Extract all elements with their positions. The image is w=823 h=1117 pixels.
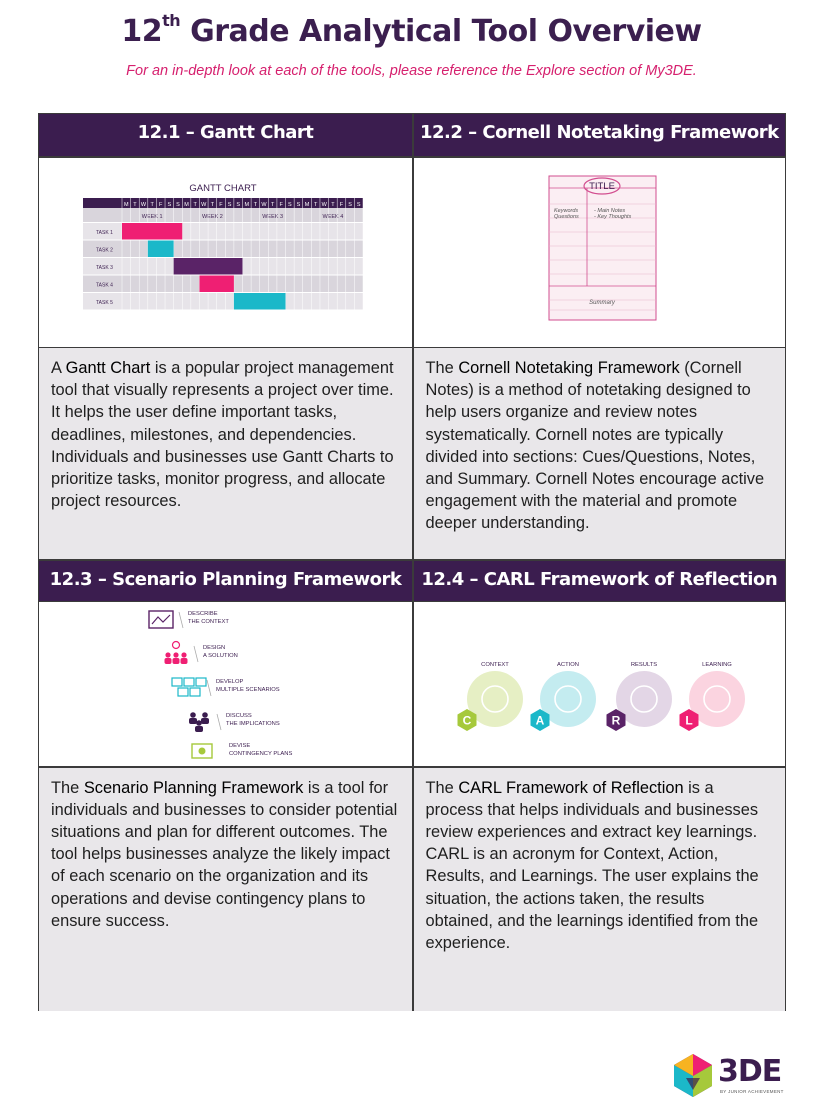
gantt-day-letter: S [288,201,292,208]
carl-step-label: LEARNING [701,662,732,668]
scenario-step-line1: DISCUSS [226,713,252,719]
carl-step-label: ACTION [556,662,579,668]
carl-letter: L [684,713,693,728]
gantt-title: GANTT CHART [189,182,257,194]
gantt-day-letter: T [210,201,215,208]
scenario-develop-box [196,678,206,686]
gantt-task-bar [199,275,233,292]
heading-scenario: 12.3 – Scenario Planning Framework [39,561,412,601]
cornell-term: Cornell Notetaking Framework [458,359,680,377]
gantt-task-label: TASK 1 [96,229,113,236]
cornell-note-1: - Main Notes [593,207,625,214]
3de-logo [670,1050,790,1100]
scenario-design-head [165,652,170,657]
gantt-day-letter: T [193,201,197,208]
scenario-discuss-head [196,720,202,726]
cornell-summary: Summary [588,299,615,306]
cornell-cue-1: Keywords [553,207,578,214]
gantt-day-letter: F [279,201,283,208]
scenario-step-line1: DESCRIBE [188,611,218,617]
column-divider [412,114,414,1010]
scenario-develop-box [178,688,188,696]
heading-gantt: 12.1 – Gantt Chart [39,114,412,156]
scenario-develop-box [190,688,200,696]
page-subtitle: For an in-depth look at each of the tools, please reference the Explore section of My3DE. [126,63,697,79]
gantt-description: A Gantt Chart is a popular project management tool that visually represents a project over time. It helps the user define important tasks, deadlines, milestones, and dependencies. Individuals and businesses use Gantt Charts to prioritize tasks, monitor progress, and allocate project resources. [39,348,412,559]
gantt-day-letter: W [321,201,327,208]
gantt-day-letter: S [236,201,241,208]
scenario-step-icon [165,642,188,665]
gantt-week-label: WEEK 2 [201,213,223,220]
scenario-step-line2: THE IMPLICATIONS [226,721,280,727]
scenario-connector [207,680,211,696]
gantt-day-letter: S [296,201,301,208]
gantt-task-bar [148,240,174,257]
3de-logo-tagline: BY JUNIOR ACHIEVEMENT [720,1089,784,1094]
cornell-note-2: - Key Thoughts [593,213,631,220]
gantt-week-label: WEEK 3 [262,213,284,220]
carl-framework-graphic [414,602,785,766]
gantt-day-letter: M [244,201,250,208]
gantt-day-letter: W [261,201,267,208]
gantt-day-letter: S [227,201,232,208]
gantt-task-bar [174,258,243,275]
tools-table [38,113,786,1011]
gantt-day-letter: F [339,201,344,208]
gantt-week-label: WEEK 4 [322,213,344,220]
scenario-develop-box [184,678,194,686]
scenario-design-pin [173,642,180,649]
gantt-row-background [83,293,363,310]
scenario-connector [179,612,183,628]
scenario-step-line2: MULTIPLE SCENARIOS [216,687,280,693]
carl-letter: A [535,713,544,728]
3de-cube-icon [670,1052,716,1098]
scenario-develop-box [172,678,182,686]
gantt-day-letter: W [140,201,147,208]
scenario-step-icon [192,744,212,758]
gantt-day-letter: F [219,201,223,208]
carl-letter: C [462,713,471,728]
scenario-discuss-head [202,712,208,718]
gantt-day-letter: S [176,201,180,208]
cornell-description: The Cornell Notetaking Framework (Cornell Notes) is a method of notetaking designed to help users organize and review notes systematically. Cornell notes are typically divided into sections: Cues/Questions, Notes, and Summary. Cornell Notes encourage active engagement with the material and promote deeper understanding. [414,348,786,559]
gantt-task-label: TASK 5 [96,299,113,306]
scenario-step-line1: DEVELOP [216,679,244,685]
gantt-day-letter: S [167,201,172,208]
scenario-step-icon [149,611,173,628]
gantt-week-label: WEEK 1 [141,213,163,220]
scenario-design-head [181,652,186,657]
scenario-design-body [165,658,172,664]
scenario-design-head [173,652,178,657]
gantt-task-bar [122,223,182,240]
scenario-discuss-head [190,712,196,718]
3de-logo-text: 3DE [718,1054,782,1089]
page-title: 12th Grade Analytical Tool Overview [121,11,702,49]
gantt-day-letter: S [348,201,352,208]
gantt-chart-graphic [39,158,412,347]
scenario-context-line [152,615,170,624]
scenario-step-line2: THE CONTEXT [188,619,229,625]
gantt-day-letter: M [304,201,310,208]
scenario-discuss-body [189,718,197,724]
gantt-day-letter: T [150,201,154,208]
row-divider [39,766,785,768]
carl-term: CARL Framework of Reflection [458,778,684,797]
gantt-day-letter: M [184,201,189,208]
scenario-step-line2: CONTINGENCY PLANS [229,751,293,757]
row-divider [39,156,785,158]
gantt-day-letter: T [133,201,137,208]
scenario-step-line1: DEVISE [229,743,251,749]
scenario-planning-graphic [39,602,412,766]
scenario-step-icon [189,712,209,732]
gantt-task-label: TASK 2 [96,246,113,253]
gantt-day-letter: M [124,201,129,208]
heading-carl: 12.4 – CARL Framework of Reflection [414,561,786,601]
row-divider [39,601,785,603]
gantt-day-letter: T [331,201,335,208]
scenario-term: Scenario Planning Framework [83,778,304,797]
gantt-day-letter: S [356,201,361,208]
carl-illustration [414,602,786,766]
scenario-design-body [181,658,188,664]
gantt-illustration [39,158,412,347]
gantt-task-label: TASK 3 [96,264,113,271]
scenario-discuss-body [195,726,203,732]
cornell-cue-2: Questions [553,213,579,220]
carl-step-label: CONTEXT [480,662,509,668]
carl-description: The CARL Framework of Reflection is a process that helps individuals and businesses review experiences and extract key learnings. CARL is an acronym for Context, Action, Results, and Learnings. The user explains the situation, the actions taken, the results obtained, and the learnings identified from the experience. [414,768,786,1011]
gantt-day-letter: T [270,201,275,208]
scenario-design-body [173,658,180,664]
row-divider [39,347,785,349]
scenario-connector [217,714,221,730]
gantt-task-bar [234,293,286,310]
scenario-step-line2: A SOLUTION [203,653,238,659]
gantt-day-letter: F [159,201,163,208]
scenario-step-icon [172,678,206,696]
heading-cornell: 12.2 – Cornell Notetaking Framework [414,114,786,156]
row-divider [39,559,785,561]
cornell-notes-graphic [414,158,785,347]
scenario-description: The Scenario Planning Framework is a tool for individuals and businesses to consider potential situations and plan for different outcomes. The tool helps businesses analyze the likely impact of each scenario on the organization and its operations and devise contingency plans to ensure success. [39,768,412,1011]
gantt-week-header-bar [83,208,363,222]
scenario-discuss-body [201,718,209,724]
gantt-term: Gantt Chart [65,359,151,377]
scenario-devise-dot [199,748,206,755]
gantt-row-background [83,240,363,257]
cornell-illustration [414,158,786,347]
gantt-day-letter: T [253,201,258,208]
scenario-step-line1: DESIGN [203,645,226,651]
scenario-illustration [39,602,412,766]
carl-letter: R [611,713,620,728]
carl-step-label: RESULTS [630,662,657,668]
gantt-day-letter: T [313,201,318,208]
gantt-day-letter: W [201,201,207,208]
scenario-connector [194,646,198,662]
cornell-title-text: TITLE [588,180,615,192]
gantt-task-label: TASK 4 [96,281,113,288]
